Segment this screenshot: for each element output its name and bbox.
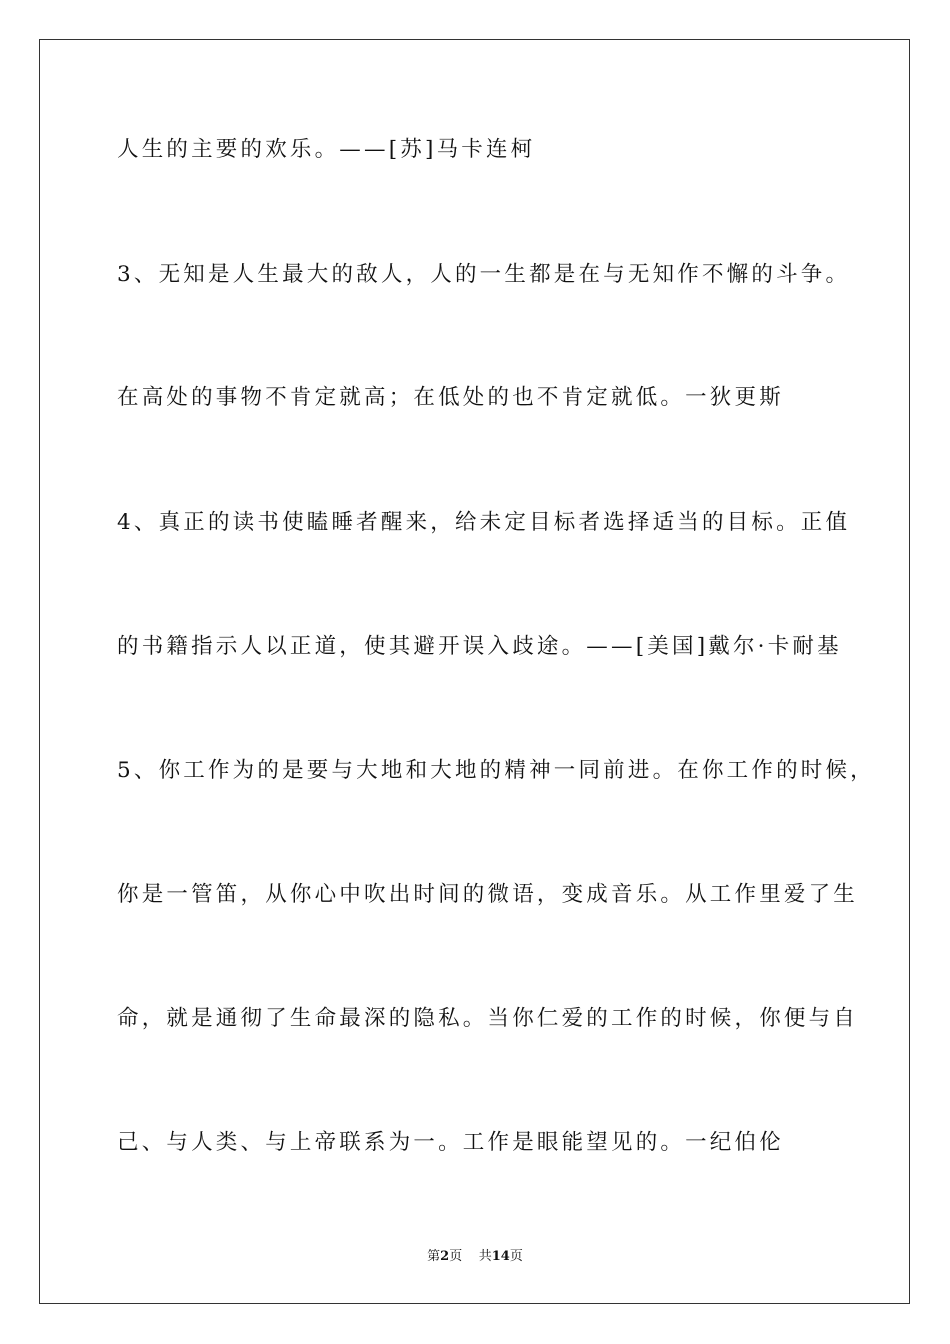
text-line-9: 己、与人类、与上帝联系为一。工作是眼能望见的。一纪伯伦 [117,1130,784,1155]
footer-page-prefix: 第 [427,1249,441,1264]
text-line-7: 你是一管笛，从你心中吹出时间的微语，变成音乐。从工作里爱了生 [117,882,859,907]
footer-page-suffix: 页 [449,1249,463,1264]
text-line-2: 3、无知是人生最大的敌人，人的一生都是在与无知作不懈的斗争。 [117,262,851,287]
page-footer [0,1248,950,1266]
page-border [39,39,910,1304]
footer-page-number: 2 [440,1249,450,1264]
text-line-1: 人生的主要的欢乐。——[苏]马卡连柯 [117,137,536,162]
text-line-4: 4、真正的读书使瞌睡者醒来，给未定目标者选择适当的目标。正值 [117,510,851,535]
text-line-5: 的书籍指示人以正道，使其避开误入歧途。——[美国]戴尔·卡耐基 [117,634,842,659]
text-line-3: 在高处的事物不肯定就高；在低处的也不肯定就低。一狄更斯 [117,385,784,410]
footer-total-prefix: 共 [478,1249,492,1264]
text-line-6: 5、你工作为的是要与大地和大地的精神一同前进。在你工作的时候， [117,758,875,783]
footer-total-suffix: 页 [509,1249,523,1264]
text-line-8: 命，就是通彻了生命最深的隐私。当你仁爱的工作的时候，你便与自 [117,1006,859,1031]
footer-total-pages: 14 [491,1249,510,1264]
